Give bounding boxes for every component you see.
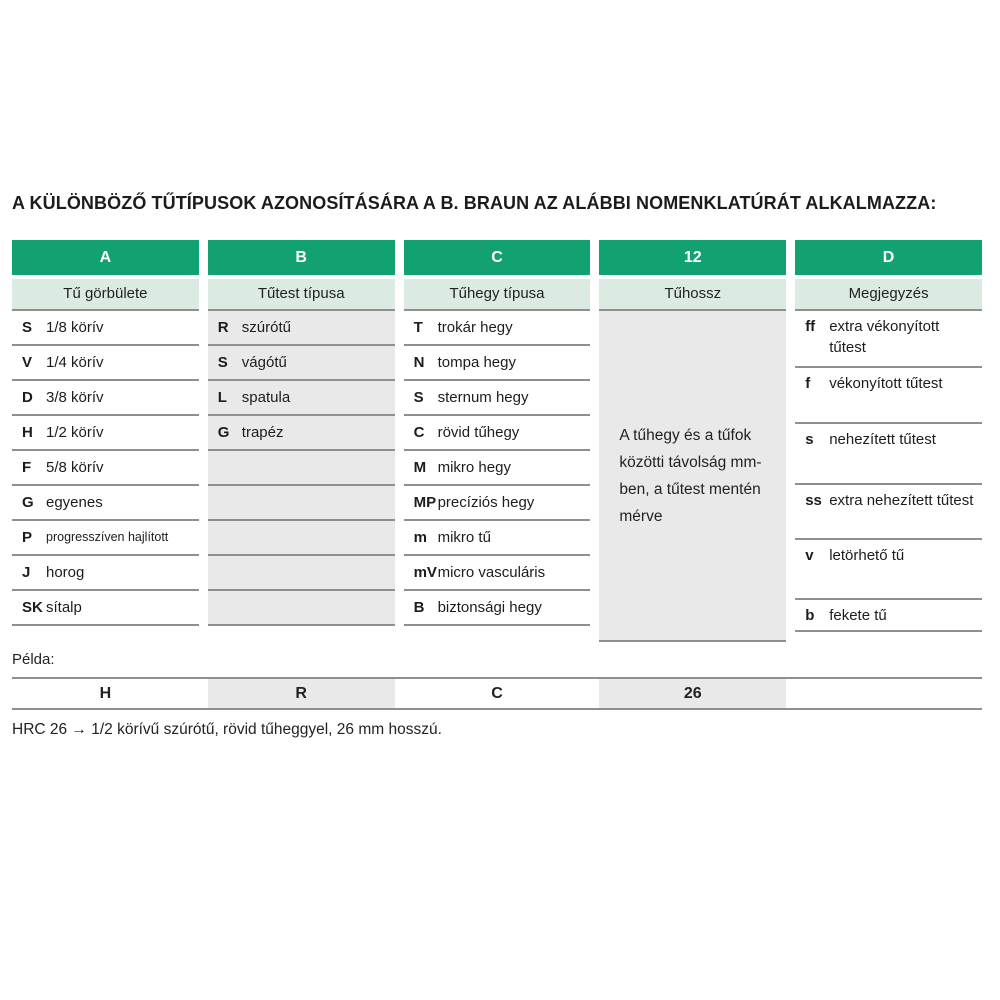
row-code: S [413,389,424,406]
example-row [12,677,982,710]
table-row [208,484,395,519]
example-label: Példa: [12,651,55,668]
column-code-header: A [12,240,199,275]
row-code: s [805,431,814,448]
table-row [208,344,395,379]
row-code: H [22,424,33,441]
column-a [12,240,199,642]
row-label: biztonsági hegy [437,599,542,616]
table-row [404,414,591,449]
row-label: horog [46,564,85,581]
needle-length-description: A tűhegy és a tűfok közötti távolság mm-ben, a tűtest mentén mérve [599,309,786,640]
row-label: 3/8 körív [46,389,104,406]
example-cell: C [491,685,503,702]
table-row [12,519,199,554]
row-code: m [413,529,427,546]
column-code-header: C [404,240,591,275]
row-label: trapéz [241,424,284,441]
row-label: 1/4 körív [46,354,104,371]
column-body [404,309,591,626]
column-body [12,309,199,626]
column-c [404,240,591,642]
table-row [12,484,199,519]
row-code: D [22,389,33,406]
row-code: b [805,607,815,624]
example-explanation: HRC 26 → 1/2 körívű szúrótű, rövid tűheggyel, 26 mm hosszú. [12,721,442,738]
column-body [208,309,395,626]
row-label: rövid tűhegy [437,424,520,441]
table-row [404,309,591,344]
row-code: F [22,459,32,476]
column-subheader: Tűtest típusa [208,279,395,309]
row-label: precíziós hegy [437,494,535,511]
row-label: progresszíven hajlított [46,530,169,544]
page-title: A KÜLÖNBÖZŐ TŰTÍPUSOK AZONOSÍTÁSÁRA A B. BRAUN AZ ALÁBBI NOMENKLATÚRÁT ALKALMAZZA: [12,193,937,213]
row-code: G [217,424,230,441]
row-code: R [217,319,229,336]
table-row [208,519,395,554]
row-code: T [413,319,423,336]
row-label: letörhető tű [829,547,905,564]
row-label: vékonyított tűtest [829,375,943,392]
row-code: L [217,389,227,406]
table-row [404,519,591,554]
example-cell [795,679,982,708]
table-row [208,449,395,484]
table-row [12,414,199,449]
row-label: egyenes [46,494,103,511]
nomenclature-table [12,240,982,642]
table-row [404,589,591,624]
row-label: 1/8 körív [46,319,104,336]
row-label: mikro tű [437,529,491,546]
table-row [404,379,591,414]
row-label: 1/2 körív [46,424,104,441]
row-code: M [413,459,427,476]
table-row [208,379,395,414]
row-label: trokár hegy [437,319,513,336]
row-code: P [22,529,33,546]
table-row [795,538,982,598]
column-code-header: 12 [599,240,786,275]
row-code: MP [413,494,437,511]
table-row [795,309,982,366]
row-code: SK [22,599,43,616]
column-b [208,240,395,642]
table-row [795,366,982,422]
row-label: extra vékonyított tűtest [829,318,940,356]
table-row [12,449,199,484]
table-row [12,589,199,624]
row-code: ff [805,318,816,335]
row-code: S [22,319,33,336]
table-row [12,379,199,414]
row-label: tompa hegy [437,354,516,371]
column-code-header: B [208,240,395,275]
row-label: micro vasculáris [437,564,546,581]
row-code: G [22,494,34,511]
table-row [12,344,199,379]
row-label: 5/8 körív [46,459,104,476]
column-subheader: Tűhossz [599,279,786,309]
row-code: J [22,564,31,581]
column-subheader: Tűhegy típusa [404,279,591,309]
row-code: S [217,354,228,371]
column-subheader: Megjegyzés [795,279,982,309]
row-label: sítalp [46,599,82,616]
column-body [599,309,786,642]
row-label: extra nehezített tűtest [829,492,974,509]
row-code: C [413,424,425,441]
table-row [404,484,591,519]
row-code: mV [413,564,437,581]
row-code: N [413,354,425,371]
row-label: mikro hegy [437,459,511,476]
row-label: vágótű [241,354,287,371]
table-row [208,589,395,624]
table-row [12,309,199,344]
row-label: szúrótű [241,319,291,336]
table-row [404,554,591,589]
table-row [404,344,591,379]
row-label: spatula [241,389,291,406]
row-code: V [22,354,33,371]
column-d [795,240,982,642]
table-row [795,422,982,483]
table-row [208,414,395,449]
example-cell: H [99,685,112,702]
column-code-header: D [795,240,982,275]
row-label: fekete tű [829,607,887,624]
table-row [795,598,982,630]
row-code: v [805,547,814,564]
column-subheader: Tű görbülete [12,279,199,309]
row-code: f [805,375,811,392]
row-code: B [413,599,425,616]
example-cell: R [208,679,395,708]
column-12 [599,240,786,642]
row-code: ss [805,492,822,509]
table-row [404,449,591,484]
table-row [795,483,982,538]
table-row [12,554,199,589]
row-label: sternum hegy [437,389,529,406]
row-label: nehezített tűtest [829,431,936,448]
column-body [795,309,982,632]
table-row [208,554,395,589]
table-row [208,309,395,344]
example-cell: 26 [599,679,786,708]
